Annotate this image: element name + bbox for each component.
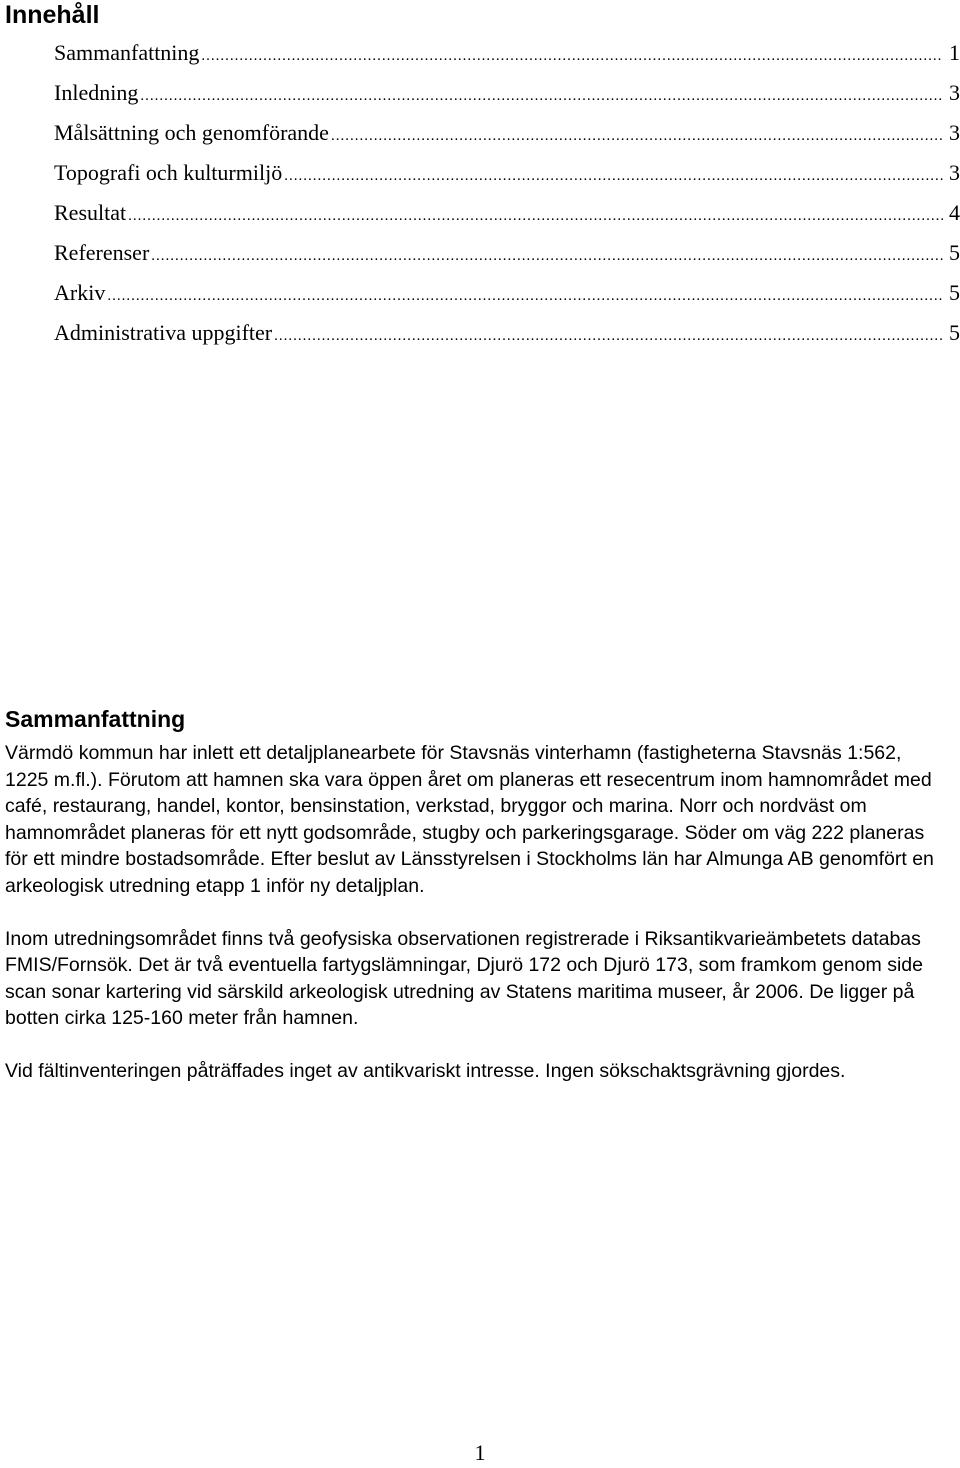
toc-entry-label: Resultat [54, 200, 127, 225]
toc-entry-resultat[interactable] [54, 193, 960, 233]
toc-entry-topografi[interactable] [54, 153, 960, 193]
toc-entry-referenser[interactable] [54, 233, 960, 273]
toc-entry-malsattning[interactable] [54, 113, 960, 153]
page-number: 1 [474, 1440, 486, 1465]
toc-entry-label: Sammanfattning [54, 40, 200, 65]
toc-dot-leader [107, 276, 943, 316]
toc-entry-inledning[interactable] [54, 73, 960, 113]
toc-entry-page: 1 [949, 40, 960, 65]
toc-dot-leader [140, 76, 943, 116]
toc-entry-administrativa-uppgifter[interactable] [54, 313, 960, 353]
toc-entry-page: 5 [949, 240, 960, 265]
toc-entry-arkiv[interactable] [54, 273, 960, 313]
toc-entry-page: 5 [949, 320, 960, 345]
toc-entry-label: Topografi och kulturmiljö [54, 160, 283, 185]
toc-entry-label: Administrativa uppgifter [54, 320, 273, 345]
toc-entry-page: 3 [949, 120, 960, 145]
toc-dot-leader [201, 36, 943, 76]
summary-section [5, 702, 950, 1111]
toc-entry-page: 4 [949, 200, 960, 225]
table-of-contents [54, 33, 960, 353]
summary-heading: Sammanfattning [5, 706, 186, 732]
summary-paragraph-1: Värmdö kommun har inlett ett detaljplanearbete för Stavsnäs vinterhamn (fastigheterna Stavsnäs 1:562, 1225 m.fl.). Förutom att hamnen ska vara öppen året om planeras ett resecentrum inom hamnområdet med café, restaurang, handel, kontor, bensinstation, verkstad, bryggor och marina. Norr och nordväst om hamnområdet planeras för ett nytt godsområde, stugby och parkeringsgarage. Söder om väg 222 planeras för ett mindre bostadsområde. Efter beslut av Länsstyrelsen i Stockholms län har Almunga AB genomfört en arkeologisk utredning etapp 1 inför ny detaljplan. [5, 742, 934, 897]
toc-entry-label: Målsättning och genomförande [54, 120, 329, 145]
toc-dot-leader [284, 156, 943, 196]
summary-paragraph-2: Inom utredningsområdet finns två geofysiska observationen registrerade i Riksantikvarieämbetets databas FMIS/Fornsök. Det är två eventuella fartygslämningar, Djurö 172 och Djurö 173, som framkom genom side scan sonar kartering vid särskild arkeologisk utredning av Statens maritima museer, år 2006. De ligger på botten cirka 125-160 meter från hamnen. [5, 927, 923, 1030]
toc-entry-page: 3 [949, 160, 960, 185]
toc-entry-page: 5 [949, 280, 960, 305]
toc-dot-leader [331, 116, 943, 156]
toc-entry-label: Inledning [54, 80, 139, 105]
toc-dot-leader [274, 316, 943, 356]
toc-title: Innehåll [5, 1, 100, 29]
toc-entry-label: Referenser [54, 240, 150, 265]
summary-paragraph-3: Vid fältinventeringen påträffades inget av antikvariskt intresse. Ingen sökschaktsgrävning gjordes. [5, 1059, 846, 1082]
toc-entry-label: Arkiv [54, 280, 106, 305]
toc-entry-page: 3 [949, 80, 960, 105]
toc-entry-sammanfattning[interactable] [54, 33, 960, 73]
toc-dot-leader [151, 236, 943, 276]
toc-dot-leader [128, 196, 943, 236]
